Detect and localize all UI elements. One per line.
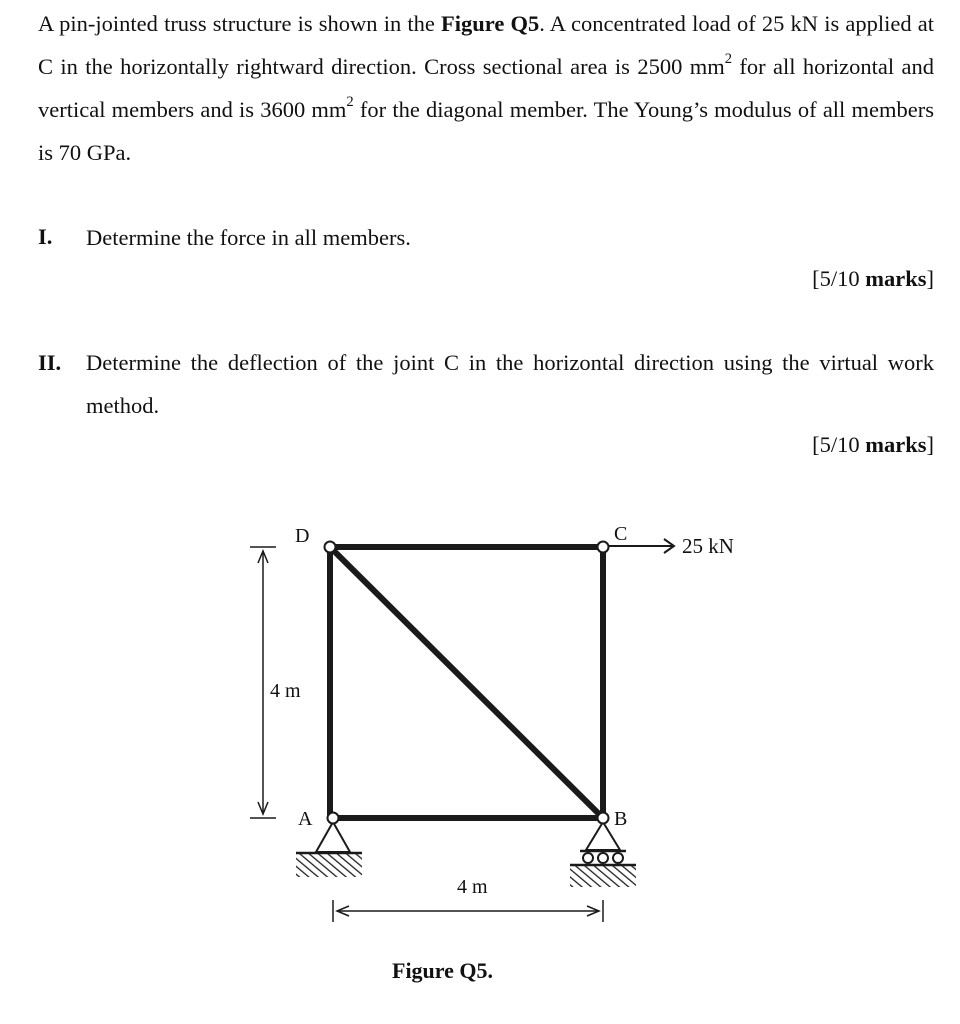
node-label-c: C — [614, 523, 628, 545]
question-1-label: I. — [38, 224, 53, 249]
intro-text-4: for the diagonal member. The Young’s modulus of all members is 70 GPa. — [38, 97, 934, 165]
intro-paragraph — [38, 2, 934, 174]
truss-figure — [0, 490, 960, 950]
height-dimension-label: 4 m — [270, 680, 301, 702]
marks-close: ] — [926, 266, 934, 291]
width-dimension-label: 4 m — [457, 876, 488, 898]
question-1-text: Determine the force in all members. — [86, 225, 411, 250]
width-dimension — [333, 900, 603, 922]
superscript-2: 2 — [346, 94, 354, 111]
figure-reference: Figure Q5 — [441, 11, 540, 36]
question-1-marks — [812, 266, 934, 292]
pin-support-a — [296, 822, 362, 877]
figure-caption: Figure Q5. — [392, 958, 494, 983]
intro-text-2: . A concentrated load of 25 kN is applied at C in the horizontally rightward direction. Cross sectional area is 2500 mm — [38, 11, 934, 79]
roller-support-b — [570, 822, 636, 887]
node-label-b: B — [614, 808, 628, 830]
intro-text-3: for all horizontal and vertical members and is 3600 mm — [38, 54, 934, 122]
marks-word: marks — [865, 266, 927, 291]
joint-d — [325, 542, 336, 553]
question-2-label: II. — [38, 350, 62, 375]
intro-text-1: A pin-jointed truss structure is shown in the — [38, 11, 442, 36]
member-db-diagonal — [330, 547, 603, 818]
marks-close: ] — [926, 432, 934, 457]
question-2-text: Determine the deflection of the joint C in the horizontal direction using the virtual work method. — [86, 350, 934, 418]
node-label-d: D — [295, 525, 310, 547]
node-label-a: A — [298, 808, 313, 830]
marks-word: marks — [865, 432, 927, 457]
joint-a — [328, 813, 339, 824]
load-label: 25 kN — [682, 534, 734, 558]
question-2-marks — [812, 432, 934, 458]
marks-score: [5/10 — [812, 432, 866, 457]
superscript-2: 2 — [724, 51, 733, 68]
marks-score: [5/10 — [812, 266, 866, 291]
joint-b — [598, 813, 609, 824]
joint-c — [598, 542, 609, 553]
